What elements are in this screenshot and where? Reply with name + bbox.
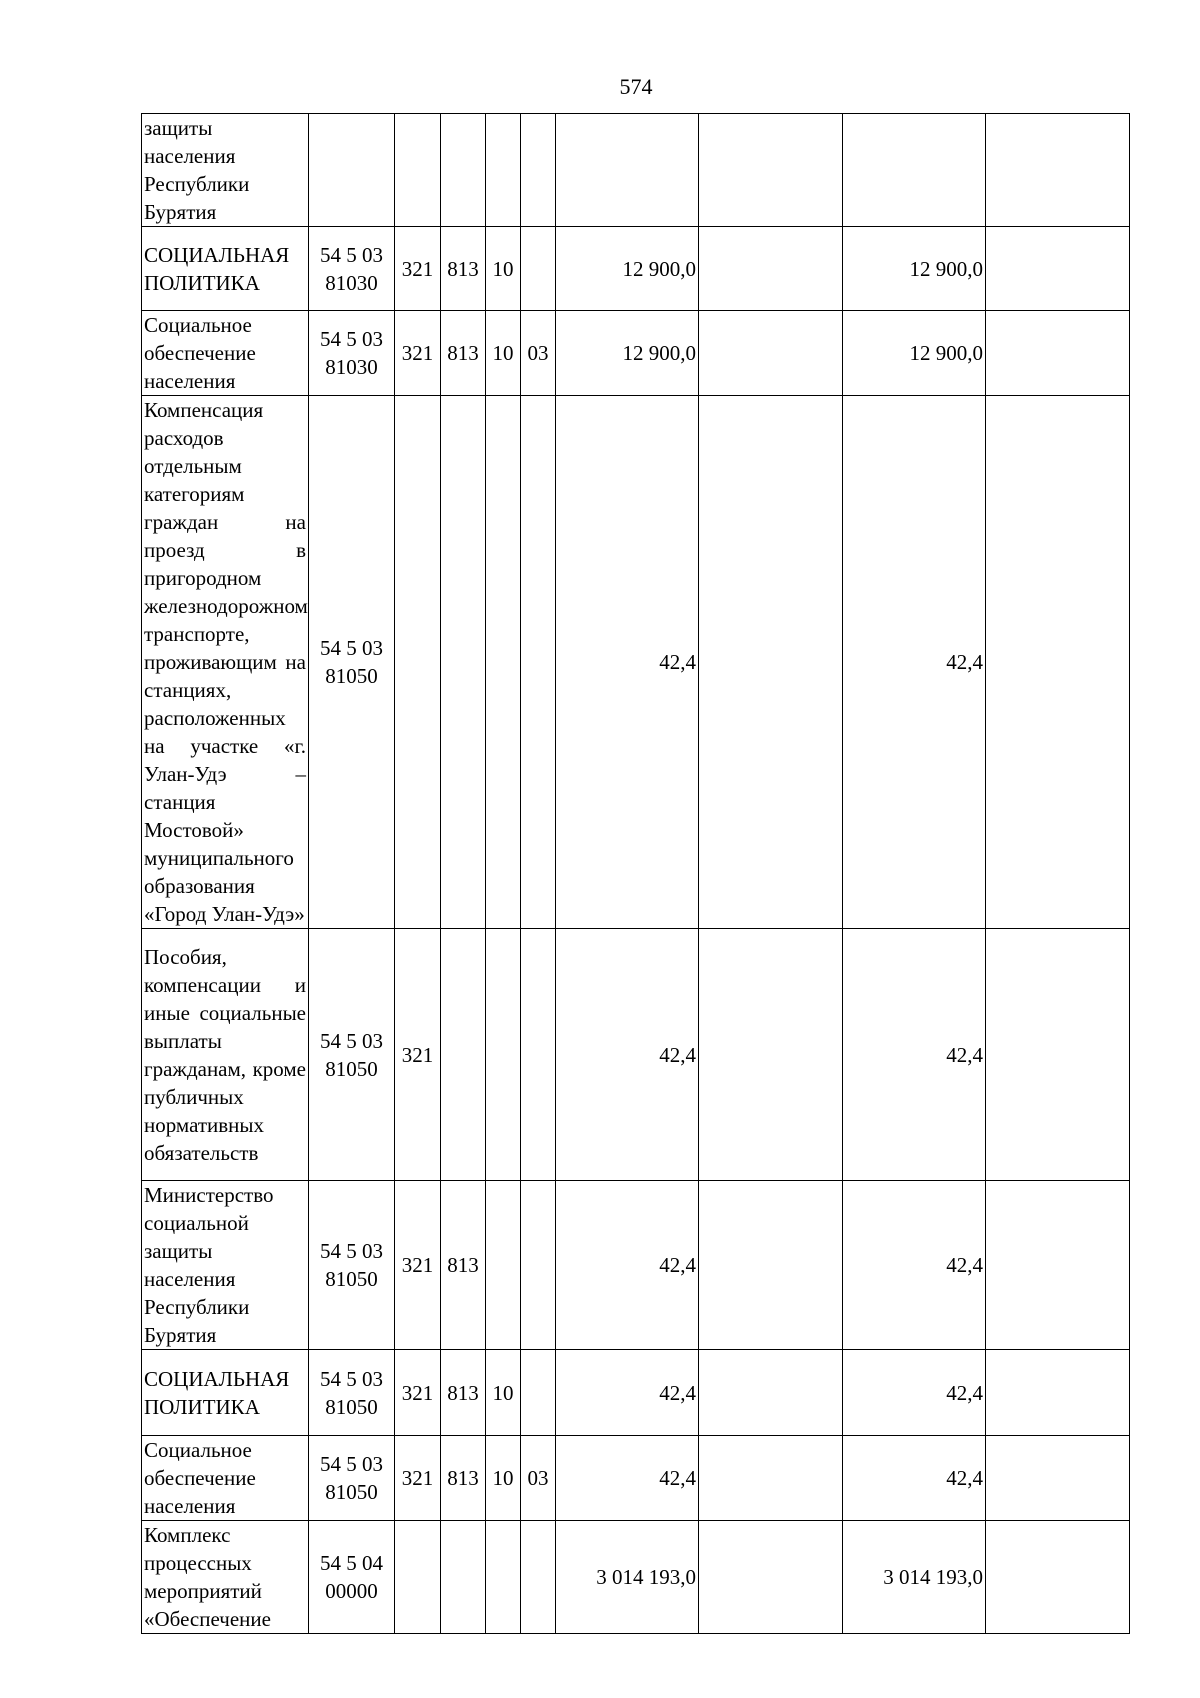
ministry-code-cell: 813 [441,1350,486,1436]
amount-cell-1: 42,4 [556,929,699,1181]
ministry-code-cell: 813 [441,1436,486,1521]
section-cell: 10 [486,311,521,396]
page-number: 574 [619,74,653,99]
target-code-part: 81050 [325,664,378,688]
table-row [142,227,1130,311]
expense-type-cell [395,396,441,929]
target-code-part: 81050 [325,1267,378,1291]
target-code-cell [309,1350,395,1436]
amount-cell-4 [986,929,1130,1181]
row-name-cell: Комплекс процессных мероприятий «Обеспечение [142,1521,309,1634]
expense-type-cell [395,1521,441,1634]
section-cell [486,396,521,929]
ministry-code-cell: 813 [441,311,486,396]
expense-type-cell: 321 [395,311,441,396]
amount-cell-3: 42,4 [843,1436,986,1521]
section-cell [486,929,521,1181]
target-code-part: 54 5 03 [320,636,383,660]
row-name-cell: Социальное обеспечение населения [142,311,309,396]
target-code-part: 54 5 03 [320,1366,383,1391]
amount-cell-2 [699,396,843,929]
amount-cell-4 [986,1181,1130,1350]
row-name-cell: СОЦИАЛЬНАЯ ПОЛИТИКА [142,1350,309,1436]
section-cell [486,1521,521,1634]
target-code-part: 00000 [325,1579,378,1603]
amount-cell-4 [986,1436,1130,1521]
amount-cell-4 [986,396,1130,929]
amount-cell-1: 42,4 [556,1350,699,1436]
target-code-part: 81050 [325,1480,378,1504]
expense-type-cell [395,114,441,227]
target-code-cell [309,396,395,929]
target-code-part: 81030 [325,355,378,379]
ministry-code-cell [441,114,486,227]
amount-cell-2 [699,1181,843,1350]
section-cell: 10 [486,1436,521,1521]
table-row [142,396,1130,929]
amount-cell-1: 12 900,0 [556,311,699,396]
table-row [142,1350,1130,1436]
ministry-code-cell [441,396,486,929]
row-name-cell: Министерство социальной защиты населения Республики Бурятия [142,1181,309,1350]
amount-cell-4 [986,1350,1130,1436]
amount-cell-1: 3 014 193,0 [556,1521,699,1634]
table-row [142,1521,1130,1634]
amount-cell-3: 12 900,0 [843,311,986,396]
target-code-part: 54 5 03 [320,1028,383,1053]
expense-type-cell: 321 [395,227,441,311]
row-name-cell: Социальное обеспечение населения [142,1436,309,1521]
target-code-part: 54 5 03 [320,242,383,267]
amount-cell-1 [556,114,699,227]
amount-cell-3: 42,4 [843,929,986,1181]
amount-cell-3: 12 900,0 [843,227,986,311]
subsection-cell: 03 [521,311,556,396]
amount-cell-3: 3 014 193,0 [843,1521,986,1634]
ministry-code-cell: 813 [441,1181,486,1350]
subsection-cell: 03 [521,1436,556,1521]
amount-cell-2 [699,311,843,396]
target-code-cell [309,1181,395,1350]
table-row [142,929,1130,1181]
amount-cell-2 [699,929,843,1181]
section-cell [486,1181,521,1350]
target-code-cell [309,114,395,227]
ministry-code-cell [441,1521,486,1634]
section-cell: 10 [486,227,521,311]
target-code-part: 54 5 03 [320,1452,383,1476]
expense-type-cell: 321 [395,1350,441,1436]
amount-cell-1: 42,4 [556,1181,699,1350]
amount-cell-4 [986,311,1130,396]
subsection-cell [521,1350,556,1436]
target-code-cell [309,227,395,311]
amount-cell-1: 42,4 [556,396,699,929]
section-cell: 10 [486,1350,521,1436]
target-code-cell [309,1521,395,1634]
target-code-part: 54 5 03 [320,327,383,351]
amount-cell-3: 42,4 [843,396,986,929]
ministry-code-cell: 813 [441,227,486,311]
target-code-part: 81030 [325,270,378,295]
amount-cell-4 [986,1521,1130,1634]
section-cell [486,114,521,227]
subsection-cell [521,227,556,311]
amount-cell-3 [843,114,986,227]
expense-type-cell: 321 [395,929,441,1181]
subsection-cell [521,1521,556,1634]
subsection-cell [521,1181,556,1350]
table-row [142,1436,1130,1521]
amount-cell-1: 42,4 [556,1436,699,1521]
row-name-cell: СОЦИАЛЬНАЯ ПОЛИТИКА [142,227,309,311]
subsection-cell [521,929,556,1181]
amount-cell-2 [699,114,843,227]
table-row [142,1181,1130,1350]
amount-cell-2 [699,1521,843,1634]
ministry-code-cell [441,929,486,1181]
target-code-part: 81050 [325,1394,378,1419]
table-row [142,114,1130,227]
subsection-cell [521,396,556,929]
amount-cell-2 [699,227,843,311]
subsection-cell [521,114,556,227]
amount-cell-1: 12 900,0 [556,227,699,311]
target-code-cell [309,929,395,1181]
amount-cell-4 [986,227,1130,311]
row-name-cell: защиты населения Республики Бурятия [142,114,309,227]
target-code-cell [309,311,395,396]
amount-cell-2 [699,1436,843,1521]
amount-cell-4 [986,114,1130,227]
target-code-part: 54 5 04 [320,1551,383,1575]
expense-type-cell: 321 [395,1436,441,1521]
expense-type-cell: 321 [395,1181,441,1350]
amount-cell-3: 42,4 [843,1181,986,1350]
target-code-cell [309,1436,395,1521]
target-code-part: 81050 [325,1056,378,1081]
amount-cell-2 [699,1350,843,1436]
row-name-cell: Компенсация расходов отдельным категориям граждан на проезд в пригородном железнодорожном транспорте, проживающим на станциях, расположенных на участке «г. Улан-Удэ – станция Мостовой» муниципального образования «Город Улан-Удэ» [142,396,309,929]
table-row [142,311,1130,396]
amount-cell-3: 42,4 [843,1350,986,1436]
row-name-cell: Пособия, компенсации и иные социальные выплаты гражданам, кроме публичных нормативных обязательств [142,929,309,1181]
budget-table [141,113,1130,1634]
target-code-part: 54 5 03 [320,1239,383,1263]
